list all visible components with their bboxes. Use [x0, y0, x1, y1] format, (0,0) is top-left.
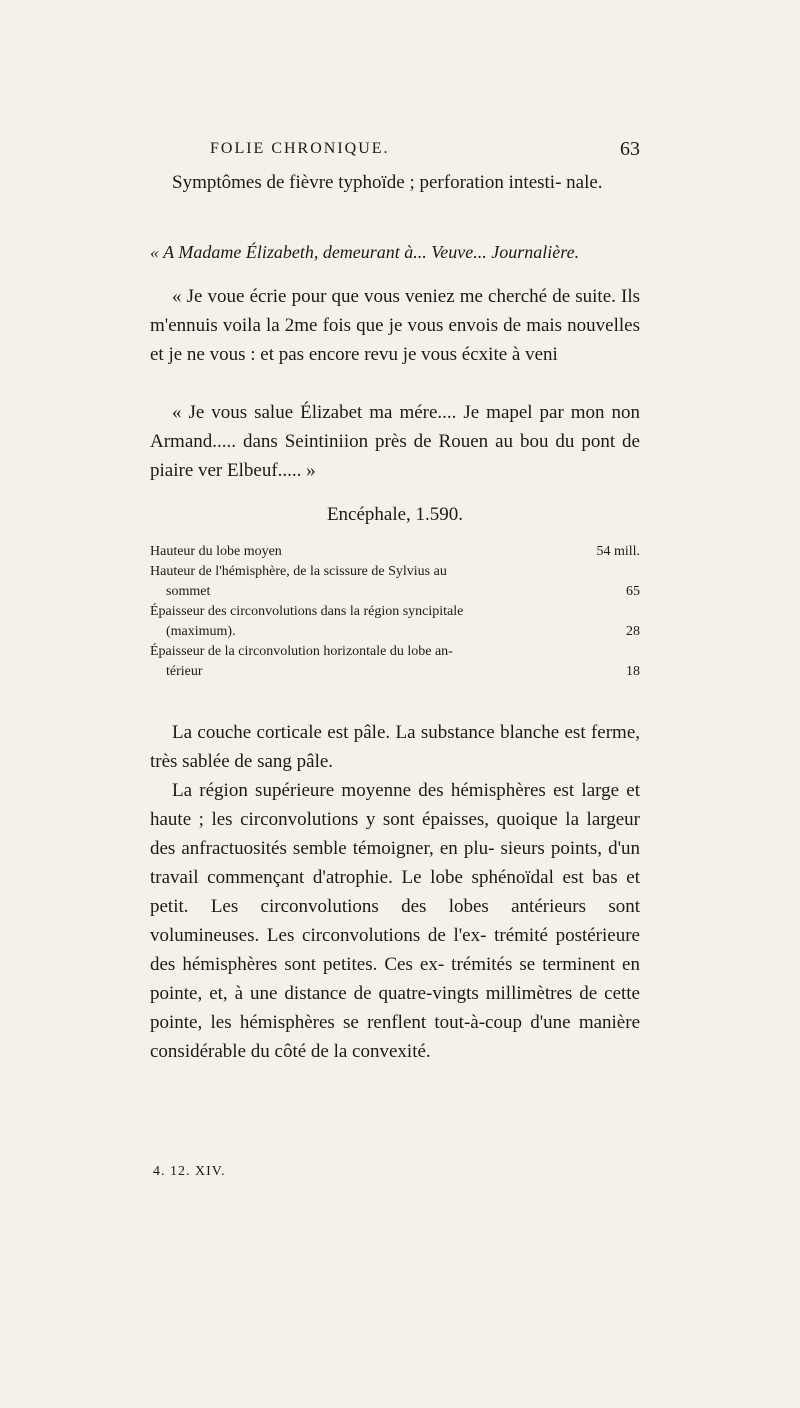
letter-body-2-text: « Je vous salue Élizabet ma mére.... Je mapel par mon non Armand..... dans Seintiniion près de Rouen au bou du pont de piaire ver Elbeuf..... »	[150, 402, 640, 481]
measurement-value: 54 mill.	[596, 544, 640, 559]
paragraph-symptoms	[150, 168, 640, 197]
measurement-row	[150, 542, 640, 562]
measurement-label-cont: (maximum).	[166, 624, 236, 639]
measurement-label: Épaisseur de la circonvolution horizontale du lobe an-	[150, 644, 453, 659]
measurement-row	[150, 642, 640, 662]
letter-address	[150, 238, 640, 267]
cortex-text: La couche corticale est pâle. La substance blanche est ferme, très sablée de sang pâle.	[150, 722, 640, 772]
signature-mark: 4. 12. XIV.	[153, 1164, 226, 1179]
measurement-row	[150, 602, 640, 622]
measurements-table	[150, 542, 640, 682]
page-number: 63	[620, 138, 640, 160]
cortex-paragraph	[150, 718, 640, 776]
measurement-label-cont: térieur	[166, 664, 203, 679]
symptoms-text: Symptômes de fièvre typhoïde ; perforation intesti- nale.	[172, 172, 603, 193]
measurement-row	[150, 622, 640, 642]
measurement-label: Épaisseur des circonvolutions dans la région syncipitale	[150, 604, 464, 619]
measurement-value: 18	[626, 664, 640, 679]
measurement-row	[150, 582, 640, 602]
measurement-row	[150, 562, 640, 582]
brain-weight	[150, 500, 640, 529]
measurement-label-cont: sommet	[166, 584, 211, 599]
letter-body-1	[150, 282, 640, 369]
running-title: FOLIE CHRONIQUE.	[210, 140, 390, 157]
hemispheres-paragraph	[150, 776, 640, 1066]
letter-body-1-text: « Je voue écrie pour que vous veniez me cherché de suite. Ils m'ennuis voila la 2me fois que je vous envois de mais nouvelles et je ne vous : et pas encore revu je vous écxite à veni	[150, 286, 640, 365]
measurement-row	[150, 662, 640, 682]
measurement-label: Hauteur du lobe moyen	[150, 544, 282, 559]
measurement-value: 28	[626, 624, 640, 639]
letter-address-text: « A Madame Élizabeth, demeurant à... Veuve... Journalière.	[150, 242, 580, 262]
brain-weight-text: Encéphale, 1.590.	[326, 504, 464, 525]
letter-body-2	[150, 398, 640, 485]
measurement-label: Hauteur de l'hémisphère, de la scissure de Sylvius au	[150, 564, 447, 579]
hemispheres-text: La région supérieure moyenne des hémisphères est large et haute ; les circonvolutions y sont épaisses, quoique la largeur des anfractuosités semble témoigner, en plu- sieurs points, d'un travail commençant d'atrophie. Le lobe sphénoïdal est bas et petit. Les circonvolutions des lobes antérieurs sont volumineuses. Les circonvolutions de l'ex- trémité postérieure des hémisphères sont petites. Ces ex- trémités se terminent en pointe, et, à une distance de quatre-vingts millimètres de cette pointe, les hémisphères se renflent tout-à-coup d'une manière considérable du côté de la convexité.	[150, 780, 640, 1062]
measurement-value: 65	[626, 584, 640, 599]
